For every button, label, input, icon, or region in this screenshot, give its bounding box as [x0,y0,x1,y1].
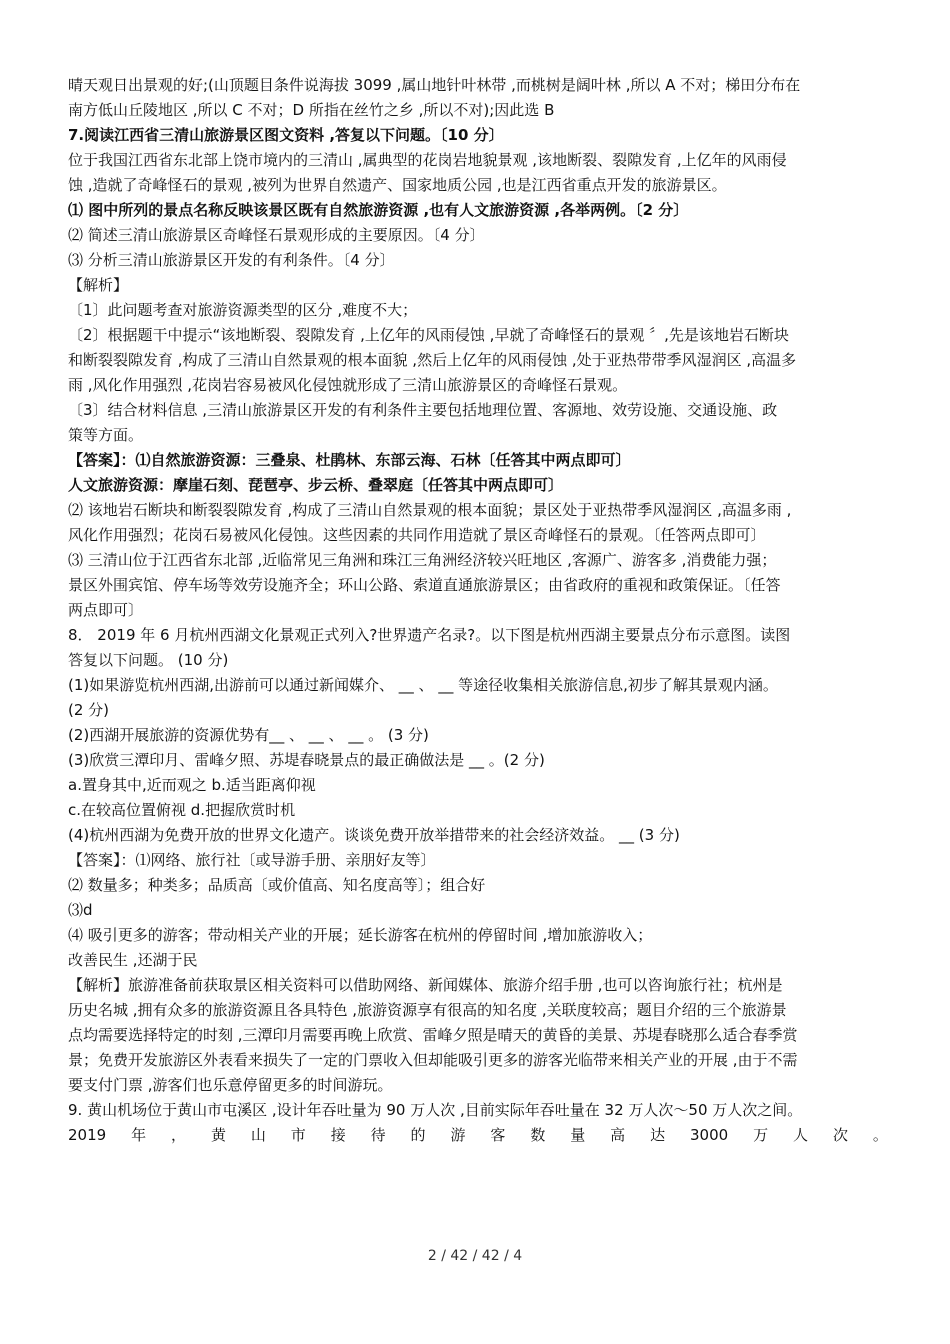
text-line: 点均需要选择特定的时刻 ,三潭印月需要再晚上欣赏、雷峰夕照是晴天的黄昏的美景、苏堤春晓那么适合春季赏 [68,1026,798,1044]
word: 万 [753,1126,769,1144]
word: 2019 [68,1126,107,1144]
text-line: 策等方面。 [68,426,144,444]
text-line: 晴天观日出景观的好;(山顶题目条件说海拔 3099 ,属山地针叶林带 ,而桃树是阔叶林 ,所以 A 不对；梯田分布在 [68,76,801,94]
question-9-heading: 9. 黄山机场位于黄山市屯溪区 ,设计年吞吐量为 90 万人次 ,目前实际年吞吐量在 32 万人次～50 万人次之间。 [68,1101,803,1119]
answer-7-line-2: 人文旅游资源：摩崖石刻、琵琶亭、步云桥、叠翠庭〔任答其中两点即可〕 [68,476,564,494]
text-line: ⑶ 三清山位于江西省东北部 ,近临常见三角洲和珠江三角洲经济较兴旺地区 ,客源广、游客多 ,消费能力强； [68,551,777,569]
text-line: 雨 ,风化作用强烈 ,花岗岩容易被风化侵蚀就形成了三清山旅游景区的奇峰怪石景观。 [68,376,628,394]
question-8-part-4: (4)杭州西湖为免费开放的世界文化遗产。谈谈免费开放举措带来的社会经济效益。 __ (3 分) [68,826,680,844]
word: 量 [570,1126,586,1144]
text-line: 〔1〕此问题考查对旅游资源类型的区分 ,难度不大； [68,301,418,319]
question-7-part-2: ⑵ 简述三清山旅游景区奇峰怪石景观形成的主要原因。〔4 分〕 [68,226,485,244]
question-8-part-3: (3)欣赏三潭印月、雷峰夕照、苏堤春晓景点的最正确做法是 __ 。(2 分) [68,751,545,769]
text-line: 要支付门票 ,游客们也乐意停留更多的时间游玩。 [68,1076,393,1094]
question-7-heading: 7.阅读江西省三清山旅游景区图文资料 ,答复以下问题。〔10 分〕 [68,126,504,144]
word: ， [171,1126,187,1144]
text-line: 景区外围宾馆、停车场等效劳设施齐全；环山公路、索道直通旅游景区；由省政府的重视和政策保证。〔任答 [68,576,781,594]
answer-7-line-1: 【答案】：⑴自然旅游资源：三叠泉、杜鹃林、东部云海、石林〔任答其中两点即可〕 [68,451,631,469]
text-line: ⑷ 吸引更多的游客；带动相关产业的开展；延长游客在杭州的停留时间 ,增加旅游收入； [68,926,653,944]
analysis-8-line: 【解析】旅游准备前获取景区相关资料可以借助网络、新闻媒体、旅游介绍手册 ,也可以咨询旅行社；杭州是 [68,976,783,994]
word: 游 [450,1126,466,1144]
text-line: 和断裂裂隙发育 ,构成了三清山自然景观的根本面貌 ,然后上亿年的风雨侵蚀 ,处于亚热带带季风湿润区 ,高温多 [68,351,797,369]
question-8-part-1: (1)如果游览杭州西湖,出游前可以通过新闻媒介、 __ 、 __ 等途径收集相关旅游信息,初步了解其景观内涵。 [68,676,778,694]
text-line: 〔3〕结合材料信息 ,三清山旅游景区开发的有利条件主要包括地理位置、客源地、效劳设施、交通设施、政 [68,401,778,419]
word: 山 [250,1126,266,1144]
word: 高 [610,1126,626,1144]
justified-last-line [68,1125,888,1145]
question-8-heading: 8． 2019 年 6 月杭州西湖文化景观正式列入?世界遗产名录?。以下图是杭州西湖主要景点分布示意图。读图 [68,626,791,644]
text-line: 景；免费开发旅游区外表看来损失了一定的门票收入但却能吸引更多的游客光临带来相关产业的开展 ,由于不需 [68,1051,798,1069]
option-line: a.置身其中,近而观之 b.适当距离仰视 [68,776,316,794]
text-line: ⑶d [68,901,93,919]
text-line: 两点即可〕 [68,601,144,619]
text-line: 改善民生 ,还湖于民 [68,951,198,969]
text-line: ⑵ 数量多；种类多；品质高〔或价值高、知名度高等〕；组合好 [68,876,486,894]
text-line: 〔2〕根据题干中提示“该地断裂、裂隙发育 ,上亿年的风雨侵蚀 ,早就了奇峰怪石的景观 〞,先是该地岩石断块 [68,326,789,344]
text-line: (2 分) [68,701,110,719]
answer-8-line-1: 【答案】：⑴网络、旅行社〔或导游手册、亲朋好友等〕 [68,851,436,869]
text-line: 蚀 ,造就了奇峰怪石的景观 ,被列为世界自然遗产、国家地质公园 ,也是江西省重点开发的旅游景区。 [68,176,727,194]
text-line: 位于我国江西省东北部上饶市境内的三清山 ,属典型的花岗岩地貌景观 ,该地断裂、裂隙发育 ,上亿年的风雨侵 [68,151,787,169]
text-line: 南方低山丘陵地区 ,所以 C 不对；D 所指在丝竹之乡 ,所以不对);因此选 B [68,101,555,119]
word: 市 [290,1126,306,1144]
text-line: 答复以下问题。 (10 分) [68,651,229,669]
text-line: 历史名城 ,拥有众多的旅游资源且各具特色 ,旅游资源享有很高的知名度 ,关联度较高；题目介绍的三个旅游景 [68,1001,787,1019]
question-7-part-3: ⑶ 分析三清山旅游景区开发的有利条件。〔4 分〕 [68,251,395,269]
option-line: c.在较高位置俯视 d.把握欣赏时机 [68,801,296,819]
word: 年 [131,1126,147,1144]
text-line: ⑵ 该地岩石断块和断裂裂隙发育 ,构成了三清山自然景观的根本面貌；景区处于亚热带季风湿润区 ,高温多雨 , [68,501,792,519]
analysis-label: 【解析】 [68,276,129,294]
word: 客 [490,1126,506,1144]
word: 3000 [690,1126,729,1144]
word: 达 [650,1126,666,1144]
word: 黄 [210,1126,226,1144]
word: 次 [832,1126,848,1144]
word: 待 [370,1126,386,1144]
question-8-part-2: (2)西湖开展旅游的资源优势有__ 、 __ 、 __ 。 (3 分) [68,726,429,744]
word: 数 [530,1126,546,1144]
word: 接 [330,1126,346,1144]
page-number: 2 / 42 / 42 / 4 [427,1248,523,1264]
word: 的 [410,1126,426,1144]
question-7-part-1: ⑴ 图中所列的景点名称反映该景区既有自然旅游资源 ,也有人文旅游资源 ,各举两例。〔2 分〕 [68,201,689,219]
word: 人 [793,1126,809,1144]
text-line: 风化作用强烈；花岗石易被风化侵蚀。这些因素的共同作用造就了景区奇峰怪石的景观。〔任答两点即可〕 [68,526,766,544]
word: 。 [872,1126,888,1144]
